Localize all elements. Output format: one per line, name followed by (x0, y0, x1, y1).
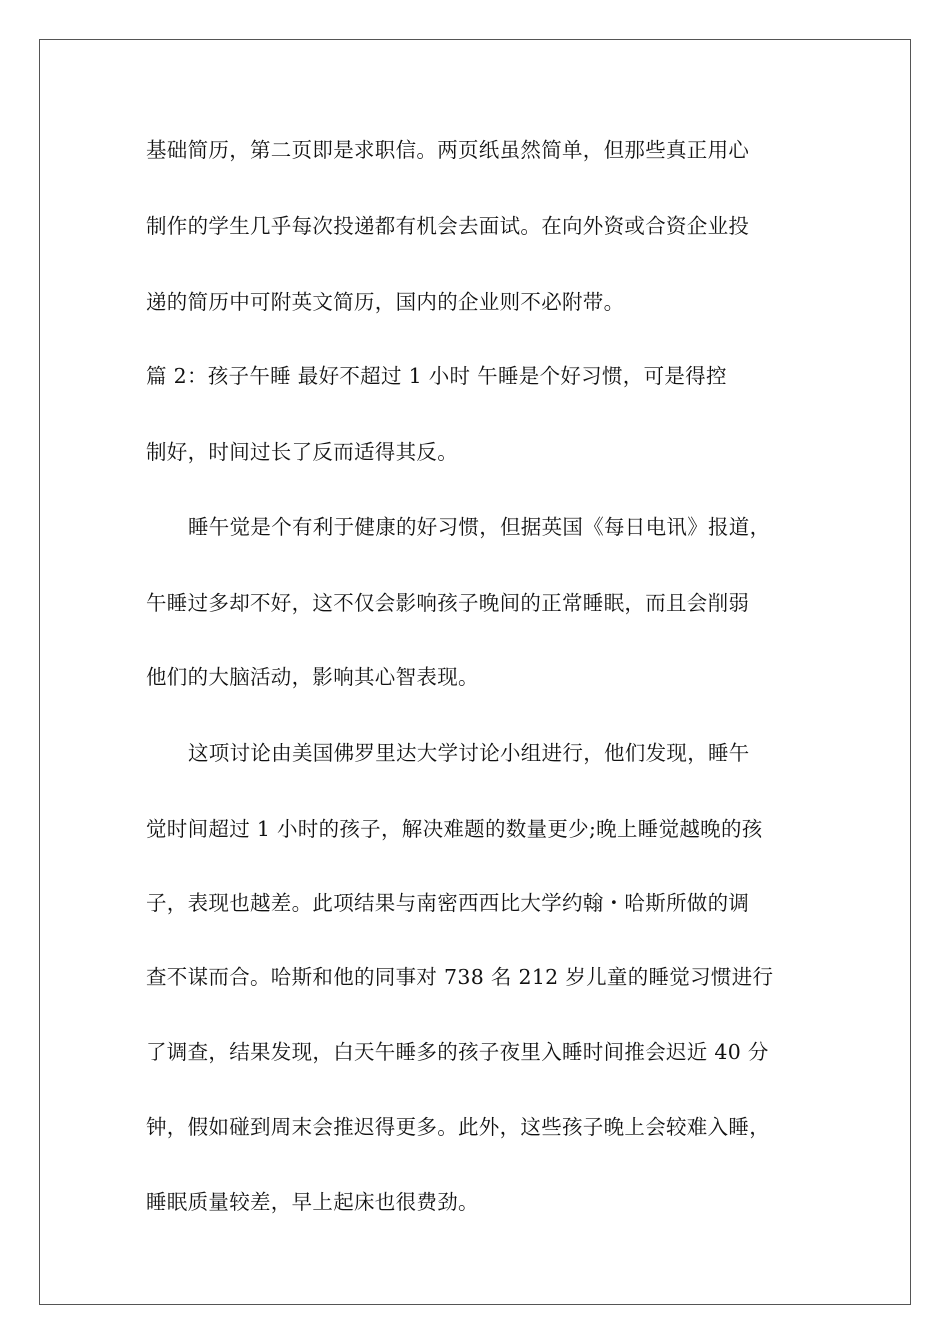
text-line: 制作的学生几乎每次投递都有机会去面试。在向外资或合资企业投 (146, 214, 750, 238)
text-line: 午睡过多却不好，这不仅会影响孩子晚间的正常睡眠，而且会削弱 (146, 591, 750, 615)
text-line: 睡眠质量较差，早上起床也很费劲。 (146, 1190, 479, 1214)
paragraph-first-line: 这项讨论由美国佛罗里达大学讨论小组进行，他们发现，睡午 (188, 741, 750, 765)
text-line: 钟，假如碰到周末会推迟得更多。此外，这些孩子晚上会较难入睡， (146, 1115, 770, 1139)
text-line: 制好，时间过长了反而适得其反。 (146, 440, 458, 464)
text-line: 递的简历中可附英文简历，国内的企业则不必附带。 (146, 290, 625, 314)
text-line: 了调查，结果发现，白天午睡多的孩子夜里入睡时间推会迟近 40 分 (146, 1040, 769, 1064)
text-line: 查不谋而合。哈斯和他的同事对 738 名 212 岁儿童的睡觉习惯进行 (146, 965, 774, 989)
text-line: 他们的大脑活动，影响其心智表现。 (146, 665, 479, 689)
paragraph-first-line: 睡午觉是个有利于健康的好习惯，但据英国《每日电讯》报道， (188, 515, 771, 539)
section-heading-line: 篇 2：孩子午睡 最好不超过 1 小时 午睡是个好习惯，可是得控 (146, 364, 727, 388)
text-line: 基础简历，第二页即是求职信。两页纸虽然简单，但那些真正用心 (146, 138, 750, 162)
text-line: 觉时间超过 1 小时的孩子，解决难题的数量更少;晚上睡觉越晚的孩 (146, 817, 763, 841)
text-line: 子，表现也越差。此项结果与南密西西比大学约翰・哈斯所做的调 (146, 891, 750, 915)
